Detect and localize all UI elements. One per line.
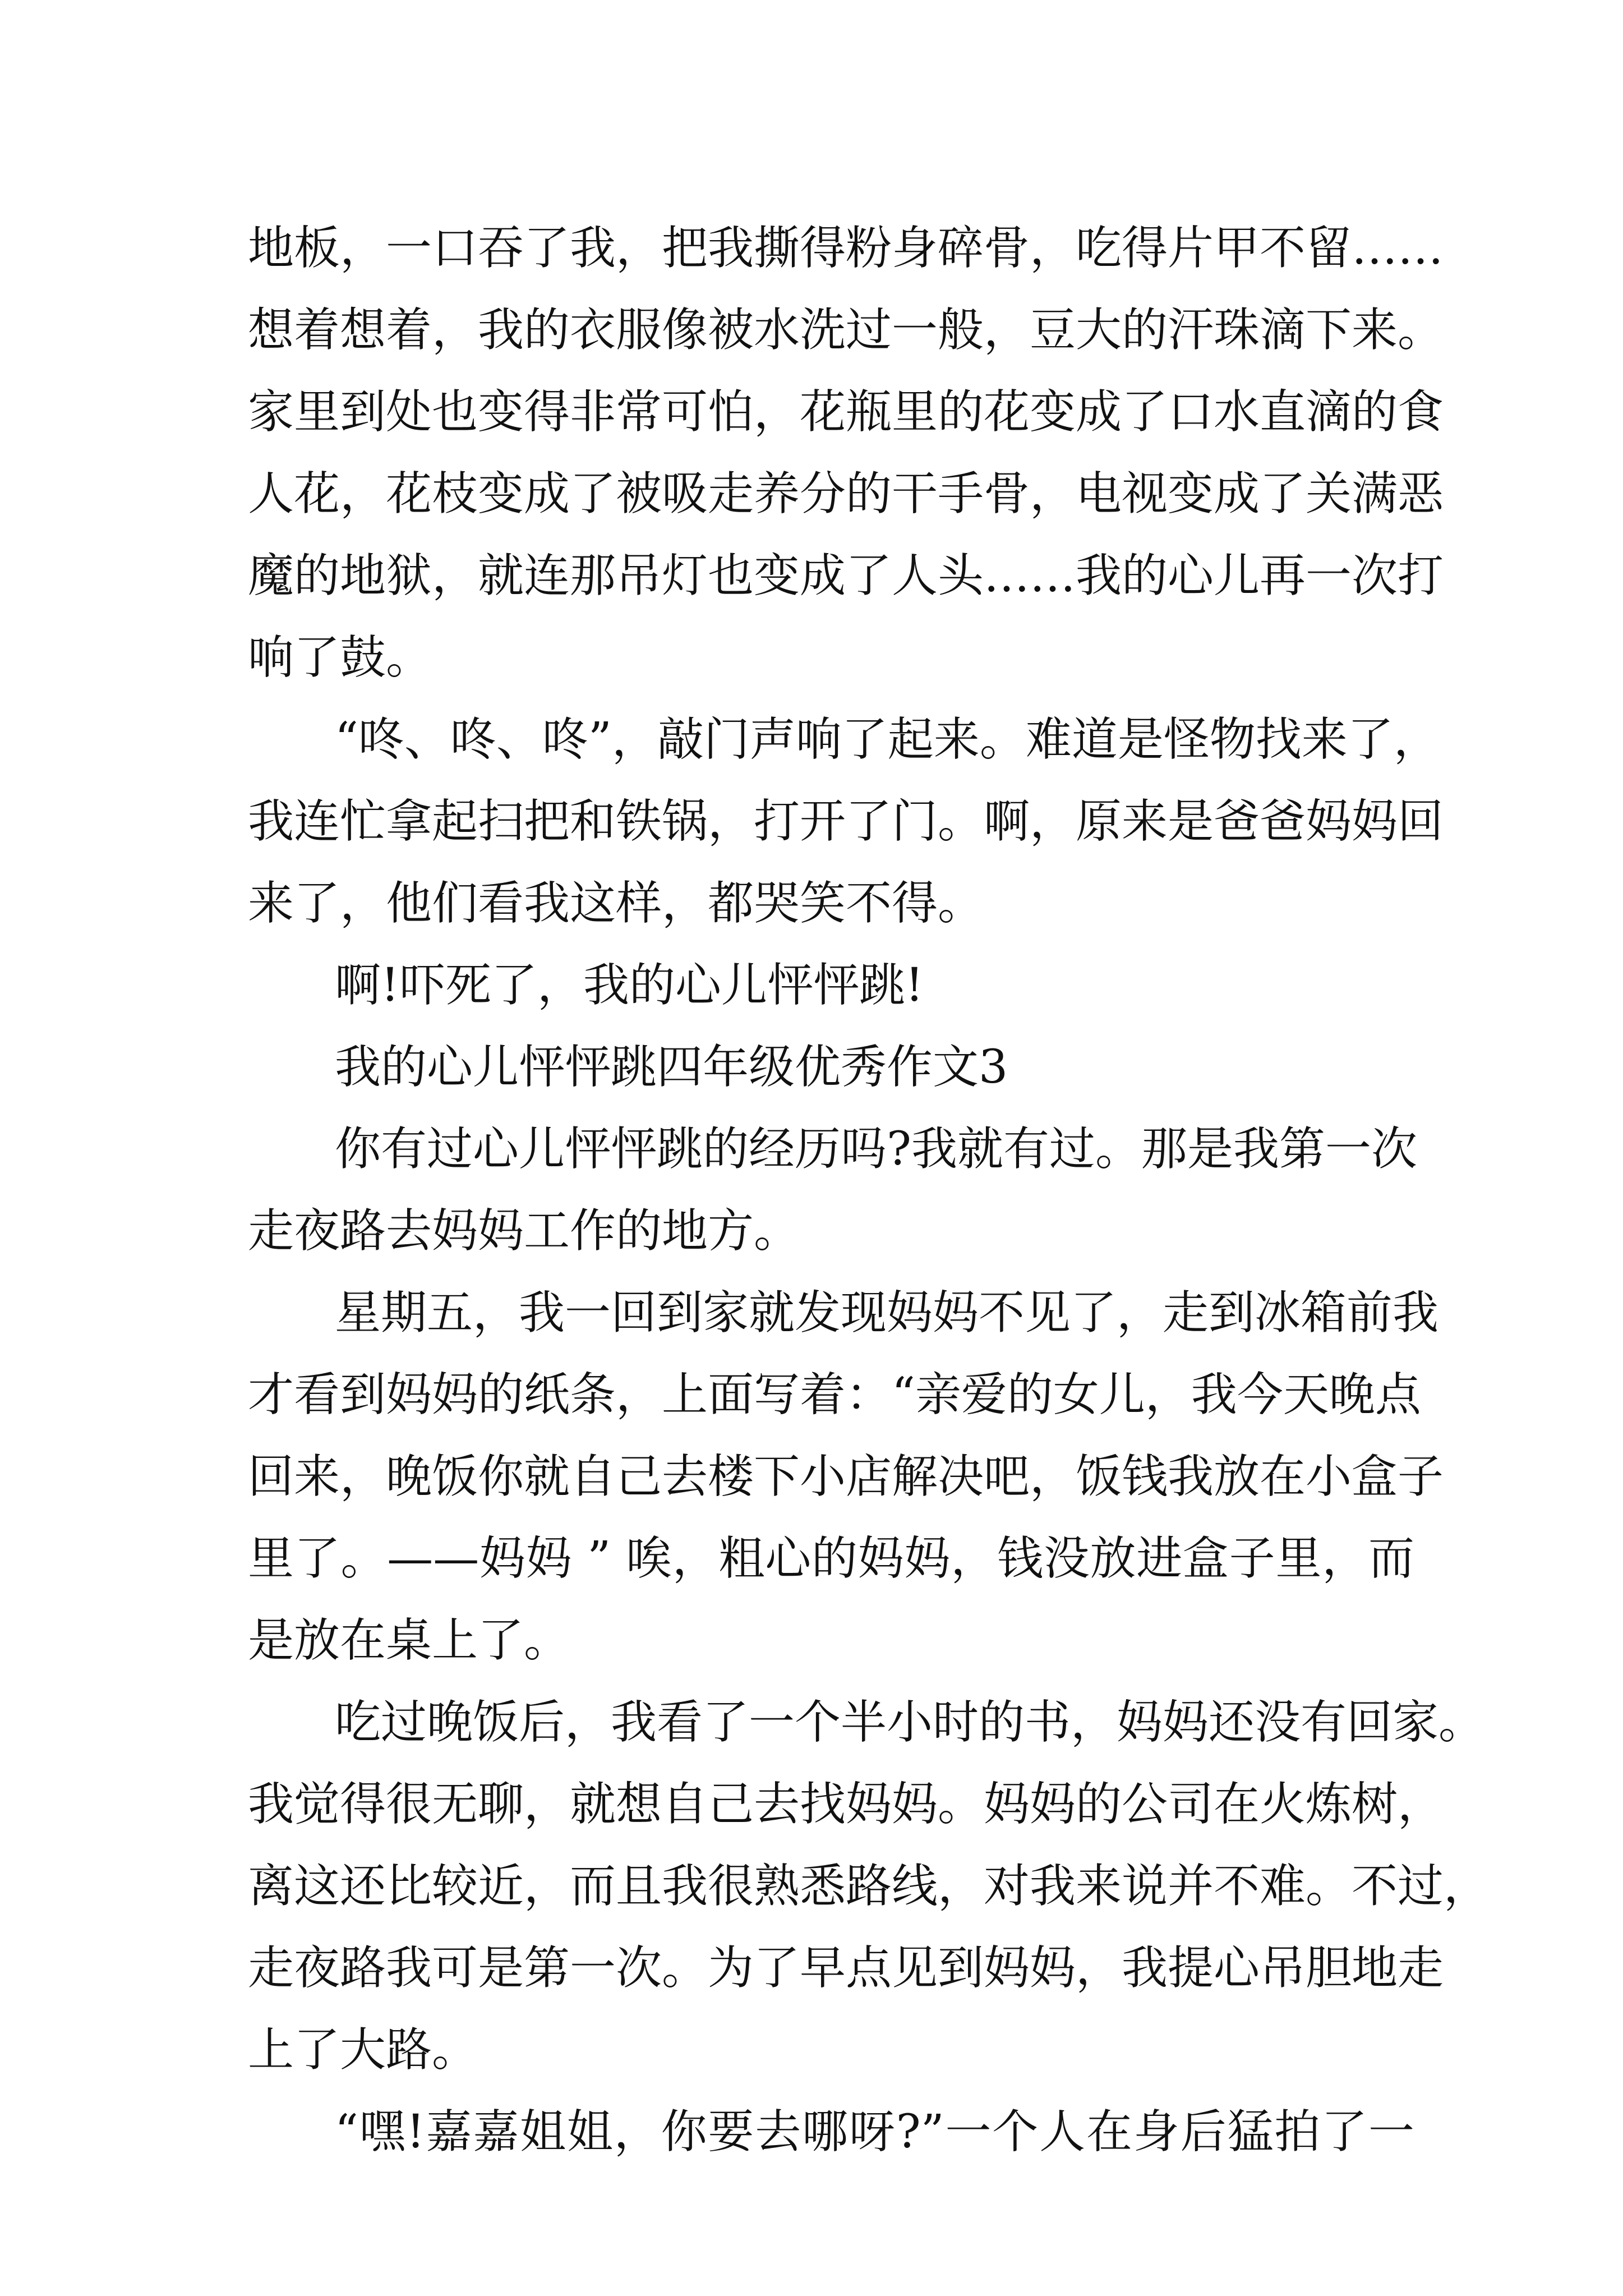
text-line: 走夜路去妈妈工作的地方。 <box>248 1204 800 1258</box>
text-line: 上了大路。 <box>248 2023 478 2077</box>
section-heading: 我的心儿怦怦跳四年级优秀作文3 <box>335 1041 1008 1094</box>
text-line: 魔的地狱，就连那吊灯也变成了人头……我的心儿再一次打 <box>248 549 1444 602</box>
text-line: 人花，花枝变成了被吸走养分的干手骨，电视变成了关满恶 <box>248 467 1444 521</box>
text-line: 离这还比较近，而且我很熟悉路线，对我来说并不难。不过， <box>248 1860 1490 1913</box>
text-line: 想着想着，我的衣服像被水洗过一般，豆大的汗珠滴下来。 <box>248 303 1444 357</box>
paragraph-start-line: “嘿!嘉嘉姐姐，你要去哪呀?”一个人在身后猛拍了一 <box>335 2105 1414 2159</box>
body-text <box>248 208 1490 2173</box>
text-line: 地板，一口吞了我，把我撕得粉身碎骨，吃得片甲不留…… <box>248 222 1444 275</box>
text-line: 我觉得很无聊，就想自己去找妈妈。妈妈的公司在火炼树， <box>248 1778 1444 1831</box>
text-line: 来了，他们看我这样，都哭笑不得。 <box>248 877 984 930</box>
text-line: 家里到处也变得非常可怕，花瓶里的花变成了口水直滴的食 <box>248 385 1444 439</box>
text-line: 响了鼓。 <box>248 631 432 684</box>
text-line: 才看到妈妈的纸条，上面写着：“亲爱的女儿，我今天晚点 <box>248 1368 1421 1421</box>
paragraph-start-line: 你有过心儿怦怦跳的经历吗?我就有过。那是我第一次 <box>335 1122 1417 1176</box>
text-line: 走夜路我可是第一次。为了早点见到妈妈，我提心吊胆地走 <box>248 1941 1444 1995</box>
paragraph-start-line: 星期五，我一回到家就发现妈妈不见了，走到冰箱前我 <box>335 1286 1439 1340</box>
paragraph-start-line: 吃过晚饭后，我看了一个半小时的书，妈妈还没有回家。 <box>335 1696 1485 1749</box>
text-line: 是放在桌上了。 <box>248 1614 570 1667</box>
text-line: 我连忙拿起扫把和铁锅，打开了门。啊，原来是爸爸妈妈回 <box>248 795 1444 848</box>
paragraph-start-line: 啊!吓死了，我的心儿怦怦跳! <box>335 959 924 1012</box>
text-line: 里了。——妈妈 ” 唉，粗心的妈妈，钱没放进盒子里，而 <box>248 1532 1414 1585</box>
paragraph-start-line: “咚、咚、咚”，敲门声响了起来。难道是怪物找来了， <box>335 713 1440 766</box>
text-line: 回来，晚饭你就自己去楼下小店解决吧，饭钱我放在小盒子 <box>248 1450 1444 1503</box>
